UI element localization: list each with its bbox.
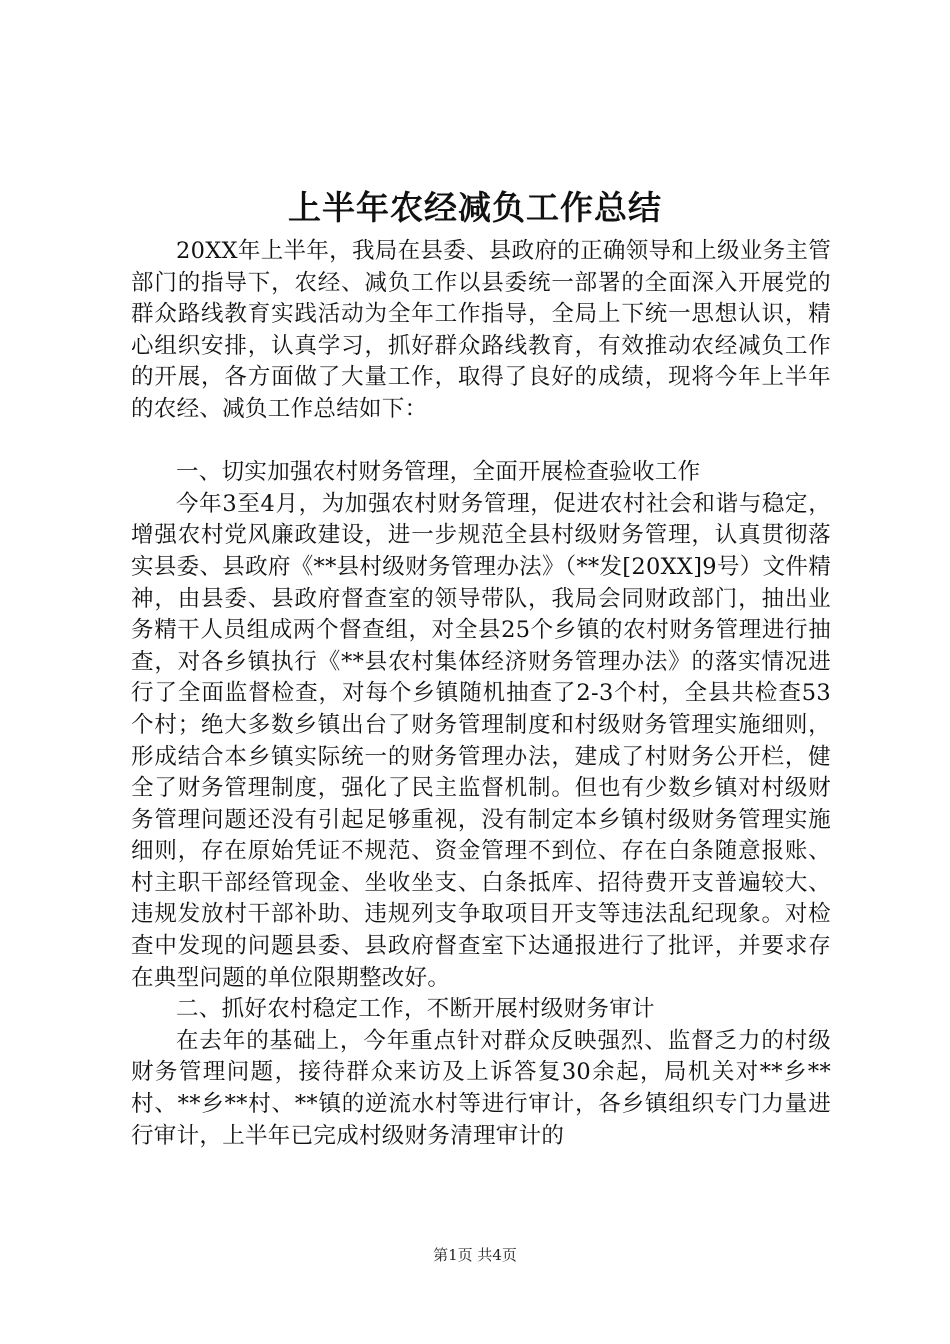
section-1-paragraph: 今年3至4月，为加强农村财务管理，促进农村社会和谐与稳定，增强农村党风廉政建设，进一步规范全县村级财务管理，认真贯彻落实县委、县政府《**县村级财务管理办法》（**发[20XX]9号）文件精神，由县委、县政府督查室的领导带队，我局会同财政部门，抽出业务精干人员组成两个督查组，对全县25个乡镇的农村财务管理进行抽查，对各乡镇执行《**县农村集体经济财务管理办法》的落实情况进行了全面监督检查，对每个乡镇随机抽查了2-3个村，全县共检查53个村；绝大多数乡镇出台了财务管理制度和村级财务管理实施细则，形成结合本乡镇实际统一的财务管理办法，建成了村财务公开栏，健全了财务管理制度，强化了民主监督机制。但也有少数乡镇对村级财务管理问题还没有引起足够重视，没有制定本乡镇村级财务管理实施细则，存在原始凭证不规范、资金管理不到位、存在白条随意报账、村主职干部经管现金、坐收坐支、白条抵库、招待费开支普遍较大、违规发放村干部补助、违规列支争取项目开支等违法乱纪现象。对检查中发现的问题县委、县政府督查室下达通报进行了批评，并要求存在典型问题的单位限期整改好。 — [131, 490, 831, 991]
section-1-heading: 一、切实加强农村财务管理，全面开展检查验收工作 — [176, 459, 701, 486]
page-footer: 第1页 共4页 — [433, 1246, 517, 1264]
section-2-heading: 二、抓好农村稳定工作，不断开展村级财务审计 — [176, 996, 655, 1023]
intro-paragraph: 20XX年上半年，我局在县委、县政府的正确领导和上级业务主管部门的指导下，农经、减负工作以县委统一部署的全面深入开展党的群众路线教育实践活动为全年工作指导，全局上下统一思想认识，精心组织安排，认真学习，抓好群众路线教育，有效推动农经减负工作的开展，各方面做了大量工作，取得了良好的成绩，现将今年上半年的农经、减负工作总结如下： — [131, 238, 831, 422]
document-title: 上半年农经减负工作总结 — [288, 188, 662, 227]
section-2-paragraph: 在去年的基础上，今年重点针对群众反映强烈、监督乏力的村级财务管理问题，接待群众来访及上诉答复30余起，局机关对**乡**村、**乡**村、**镇的逆流水村等进行审计，各乡镇组织专门力量进行审计，上半年已完成村级财务清理审计的 — [131, 1027, 831, 1149]
document-body — [131, 236, 831, 1152]
